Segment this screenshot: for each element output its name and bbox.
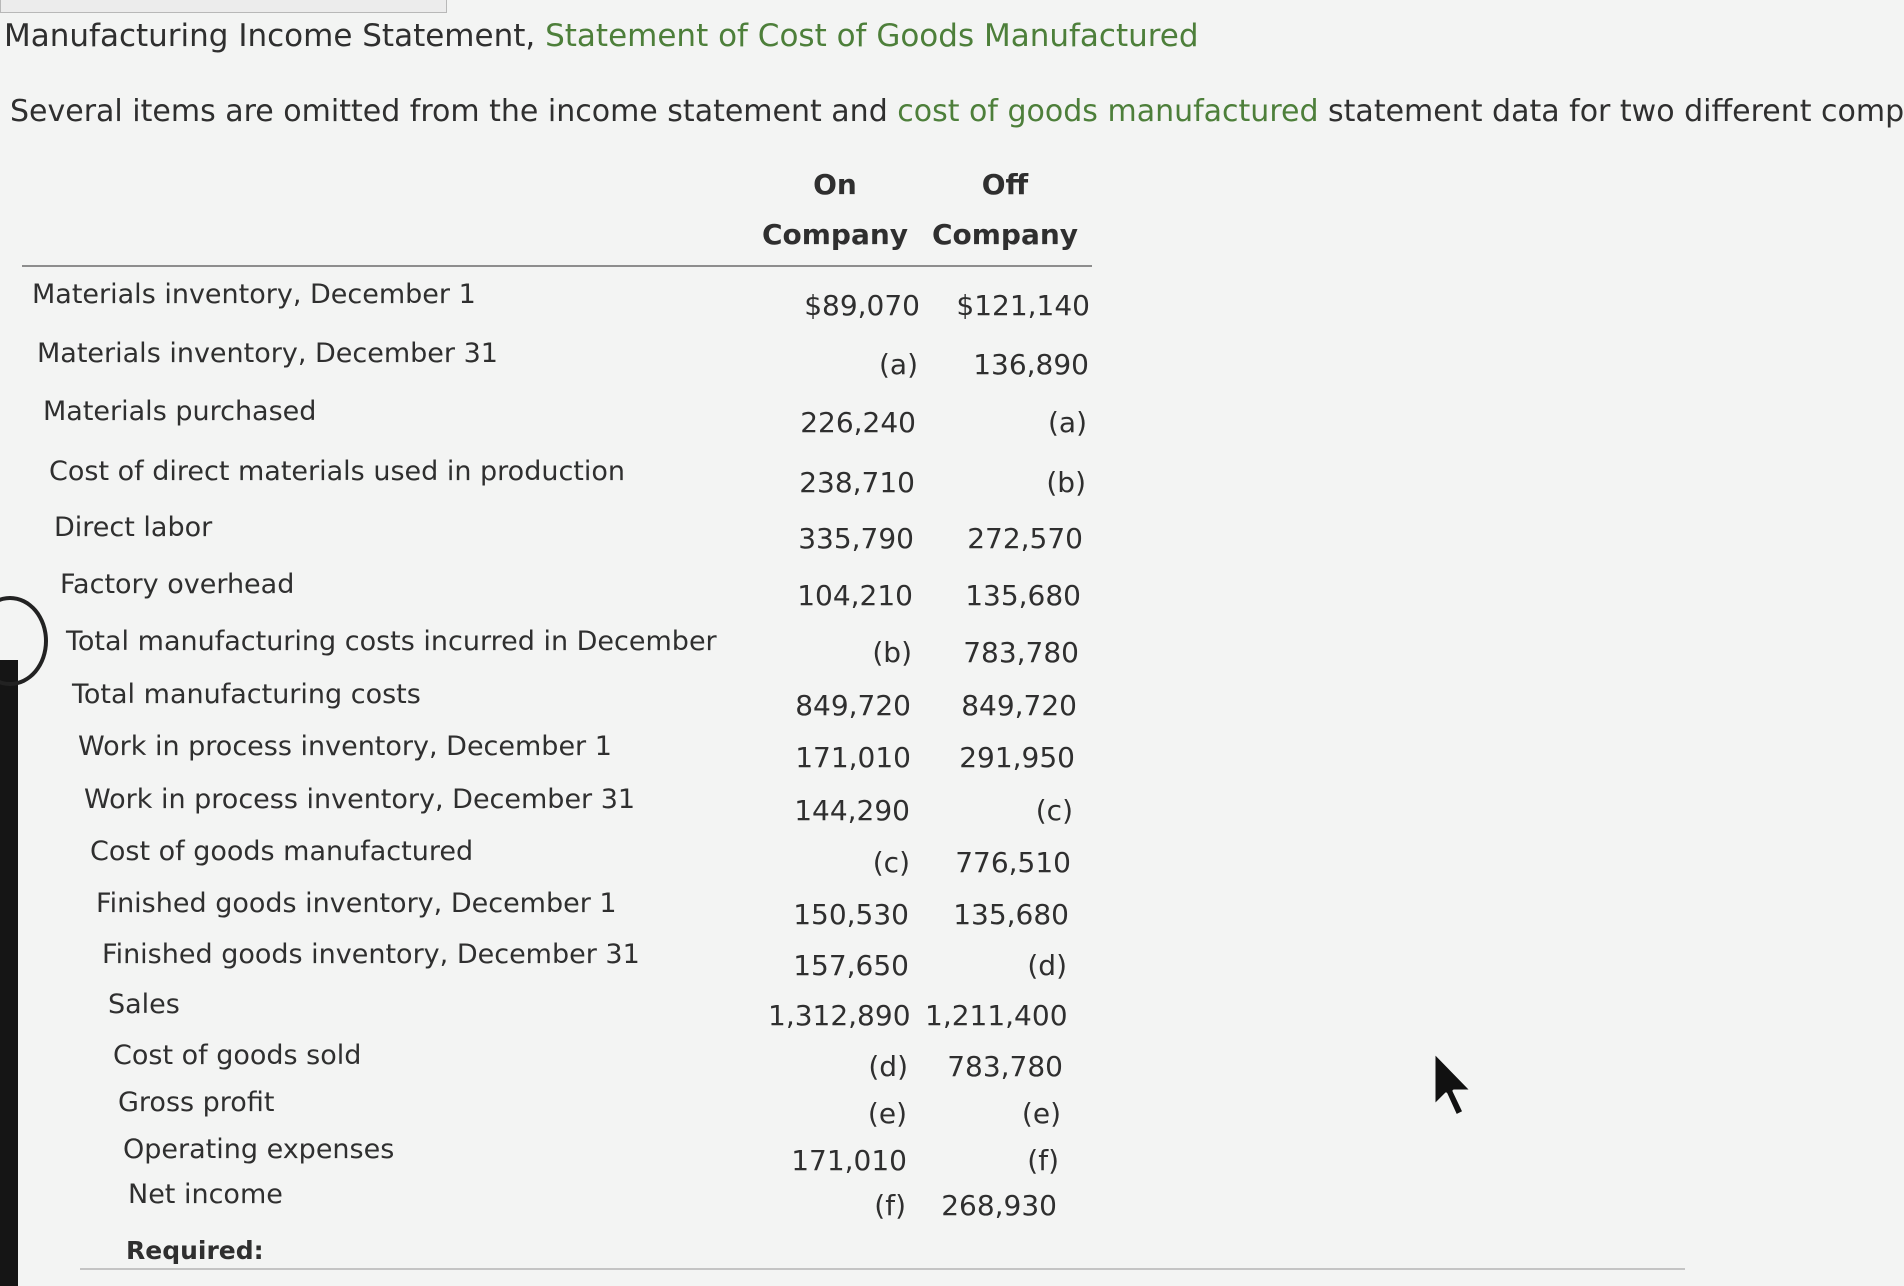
on-company-value: (e) xyxy=(867,1097,907,1130)
off-company-value: 783,780 xyxy=(963,636,1079,669)
row-label: Gross profit xyxy=(118,1087,275,1118)
table-row xyxy=(0,396,1100,450)
off-company-value: 849,720 xyxy=(961,689,1077,722)
column-header-off-company xyxy=(930,160,1080,260)
row-label: Work in process inventory, December 31 xyxy=(84,784,636,815)
off-company-value: 268,930 xyxy=(941,1189,1057,1222)
top-panel-edge xyxy=(0,0,447,13)
on-company-value: 157,650 xyxy=(793,949,909,982)
row-label: Total manufacturing costs incurred in December xyxy=(66,626,717,657)
title-link[interactable]: Statement of Cost of Goods Manufactured xyxy=(545,18,1199,54)
row-label: Work in process inventory, December 1 xyxy=(78,731,612,762)
off-company-value: (b) xyxy=(1046,466,1086,499)
column-header-on-company xyxy=(760,160,910,260)
table-row xyxy=(0,512,1100,566)
page-title xyxy=(4,18,1199,54)
off-company-value: (d) xyxy=(1027,949,1067,982)
on-company-value: 238,710 xyxy=(799,466,915,499)
off-company-value: 291,950 xyxy=(959,741,1075,774)
table-row xyxy=(0,939,1100,993)
column-on-line1: On xyxy=(813,168,857,201)
off-company-value: 1,211,400 xyxy=(925,999,1068,1032)
on-company-value: $89,070 xyxy=(804,289,920,322)
table-row xyxy=(0,836,1100,890)
table-row xyxy=(0,279,1100,333)
off-company-value: 136,890 xyxy=(973,348,1089,381)
on-company-value: 104,210 xyxy=(797,579,913,612)
on-company-value: 171,010 xyxy=(795,741,911,774)
header-divider xyxy=(22,265,1092,267)
table-row xyxy=(0,456,1100,510)
intro-part-3: statement data for two different comp xyxy=(1318,94,1904,129)
row-label: Materials inventory, December 31 xyxy=(37,338,498,369)
on-company-value: 226,240 xyxy=(800,406,916,439)
row-label: Finished goods inventory, December 1 xyxy=(96,888,617,919)
row-label: Total manufacturing costs xyxy=(72,679,421,710)
intro-text xyxy=(10,94,1904,129)
table-row xyxy=(0,888,1100,942)
off-company-value: 776,510 xyxy=(955,846,1071,879)
on-company-value: (b) xyxy=(872,636,912,669)
required-heading: Required: xyxy=(126,1236,264,1265)
on-company-value: (f) xyxy=(874,1189,906,1222)
bottom-divider xyxy=(80,1268,1685,1270)
off-company-value: $121,140 xyxy=(956,289,1090,322)
off-company-value: 783,780 xyxy=(947,1050,1063,1083)
table-row xyxy=(0,626,1100,680)
off-company-value: (c) xyxy=(1035,794,1073,827)
intro-link[interactable]: cost of goods manufactured xyxy=(897,94,1319,129)
table-row xyxy=(0,338,1100,392)
off-company-value: (f) xyxy=(1027,1144,1059,1177)
row-label: Operating expenses xyxy=(123,1134,395,1165)
table-row xyxy=(0,679,1100,733)
row-label: Materials inventory, December 1 xyxy=(32,279,476,310)
row-label: Cost of goods sold xyxy=(113,1040,362,1071)
off-company-value: 135,680 xyxy=(965,579,1081,612)
row-label: Finished goods inventory, December 31 xyxy=(102,939,640,970)
row-label: Direct labor xyxy=(54,512,213,543)
on-company-value: 171,010 xyxy=(791,1144,907,1177)
off-company-value: 135,680 xyxy=(953,898,1069,931)
on-company-value: (d) xyxy=(868,1050,908,1083)
off-company-value: (a) xyxy=(1047,406,1087,439)
row-label: Net income xyxy=(128,1179,283,1210)
mouse-pointer-icon xyxy=(1430,1050,1478,1122)
row-label: Cost of goods manufactured xyxy=(90,836,474,867)
column-off-line1: Off xyxy=(981,168,1029,201)
table-row xyxy=(0,784,1100,838)
table-row xyxy=(0,731,1100,785)
title-text: Manufacturing Income Statement, xyxy=(4,18,546,54)
row-label: Sales xyxy=(108,989,180,1020)
row-label: Factory overhead xyxy=(60,569,295,600)
off-company-value: 272,570 xyxy=(967,522,1083,555)
on-company-value: 150,530 xyxy=(793,898,909,931)
column-off-line2: Company xyxy=(931,218,1079,251)
on-company-value: (c) xyxy=(872,846,910,879)
on-company-value: 335,790 xyxy=(798,522,914,555)
off-company-value: (e) xyxy=(1021,1097,1061,1130)
table-row xyxy=(0,569,1100,623)
on-company-value: 144,290 xyxy=(794,794,910,827)
table-row xyxy=(0,989,1100,1043)
on-company-value: (a) xyxy=(878,348,918,381)
table-row xyxy=(0,1179,1100,1233)
on-company-value: 1,312,890 xyxy=(768,999,911,1032)
column-on-line2: Company xyxy=(761,218,909,251)
intro-part-1: Several items are omitted from the income statement and xyxy=(10,94,898,129)
row-label: Materials purchased xyxy=(43,396,317,427)
on-company-value: 849,720 xyxy=(795,689,911,722)
row-label: Cost of direct materials used in production xyxy=(49,456,626,487)
